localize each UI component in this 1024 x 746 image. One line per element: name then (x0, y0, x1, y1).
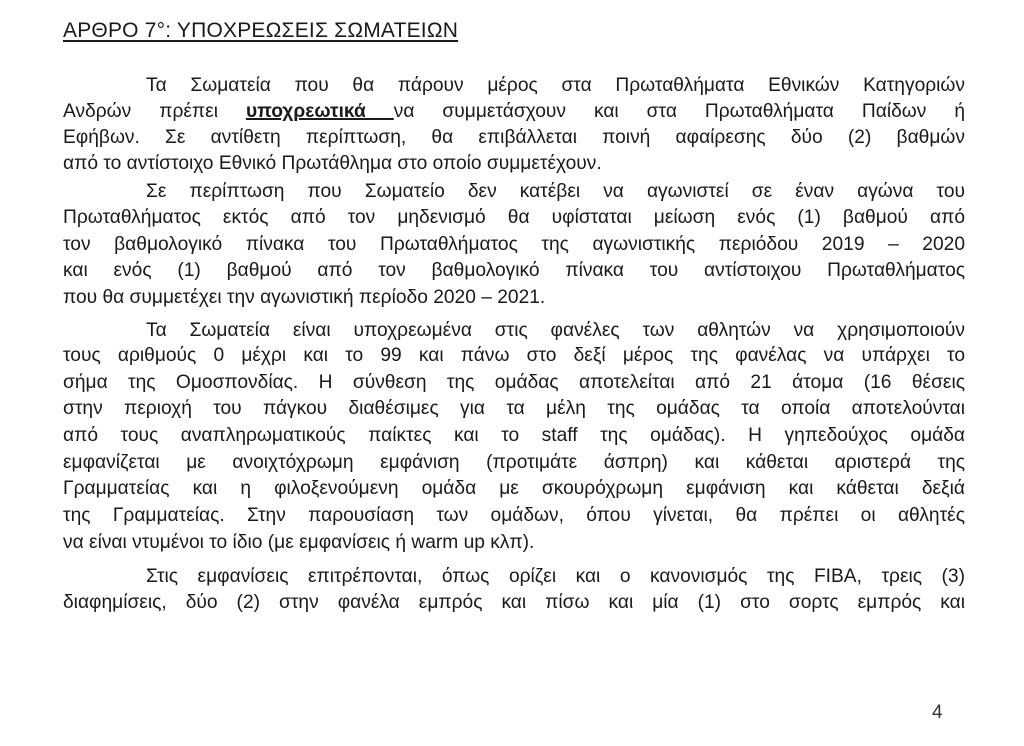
paragraph-2-line-4: και ενός (1) βαθμού από τον βαθμολογικό πίνακα του αντίστοιχου Πρωταθλήματος (63, 260, 965, 281)
paragraph-3-line-4: στην περιοχή του πάγκου διαθέσιμες για τα μέλη της ομάδας τα οποία αποτελούνται (63, 398, 965, 419)
paragraph-3-line-5: από τους αναπληρωματικούς παίκτες και το staff της ομάδας). Η γηπεδούχος ομάδα (63, 425, 965, 446)
paragraph-1-line-3: Εφήβων. Σε αντίθετη περίπτωση, θα επιβάλλεται ποινή αφαίρεσης δύο (2) βαθμών (63, 127, 965, 148)
paragraph-1-line-1: Τα Σωματεία που θα πάρουν μέρος στα Πρωταθλήματα Εθνικών Κατηγοριών (146, 75, 965, 96)
paragraph-3-line-1: Τα Σωματεία είναι υποχρεωμένα στις φανέλες των αθλητών να χρησιμοποιούν (146, 320, 965, 341)
line-text: να συμμετάσχουν και στα Πρωταθλήματα Παίδων ή (393, 101, 966, 122)
paragraph-3-line-7: Γραμματείας και η φιλοξενούμενη ομάδα με σκουρόχρωμη εμφάνιση και κάθεται δεξιά (63, 478, 965, 499)
paragraph-2-line-1: Σε περίπτωση που Σωματείο δεν κατέβει να αγωνιστεί σε έναν αγώνα του (146, 181, 965, 202)
page-number: 4 (932, 702, 943, 723)
paragraph-2-line-5: που θα συμμετέχει την αγωνιστική περίοδο 2020 – 2021. (63, 287, 546, 308)
paragraph-4-line-2: διαφημίσεις, δύο (2) στην φανέλα εμπρός και πίσω και μία (1) στο σορτς εμπρός και (63, 592, 965, 613)
paragraph-3-line-2: τους αριθμούς 0 μέχρι και το 99 και πάνω στο δεξί μέρος της φανέλας να υπάρχει το (63, 345, 965, 366)
emphasized-word: υποχρεωτικά (245, 101, 394, 122)
article-title: ΑΡΘΡΟ 7°: ΥΠΟΧΡΕΩΣΕΙΣ ΣΩΜΑΤΕΙΩΝ (63, 19, 459, 42)
paragraph-3-line-6: εμφανίζεται με ανοιχτόχρωμη εμφάνιση (προτιμάτε άσπρη) και κάθεται αριστερά της (63, 452, 965, 473)
paragraph-1-line-2 (63, 101, 965, 123)
paragraph-4-line-1: Στις εμφανίσεις επιτρέπονται, όπως ορίζει και ο κανονισμός της FIBA, τρεις (3) (146, 566, 965, 587)
paragraph-3-line-3: σήμα της Ομοσπονδίας. Η σύνθεση της ομάδας αποτελείται από 21 άτομα (16 θέσεις (63, 372, 965, 393)
paragraph-3-line-9: να είναι ντυμένοι το ίδιο (με εμφανίσεις ή warm up κλπ). (63, 532, 535, 553)
paragraph-1-line-4: από το αντίστοιχο Εθνικό Πρωτάθλημα στο οποίο συμμετέχουν. (63, 153, 602, 174)
line-text: Ανδρών πρέπει (63, 101, 246, 122)
paragraph-3-line-8: της Γραμματείας. Στην παρουσίαση των ομάδων, όπου γίνεται, θα πρέπει οι αθλητές (63, 505, 965, 526)
paragraph-2-line-2: Πρωταθλήματος εκτός από τον μηδενισμό θα υφίσταται μείωση ενός (1) βαθμού από (63, 207, 965, 228)
paragraph-2-line-3: τον βαθμολογικό πίνακα του Πρωταθλήματος της αγωνιστικής περιόδου 2019 – 2020 (63, 234, 965, 255)
